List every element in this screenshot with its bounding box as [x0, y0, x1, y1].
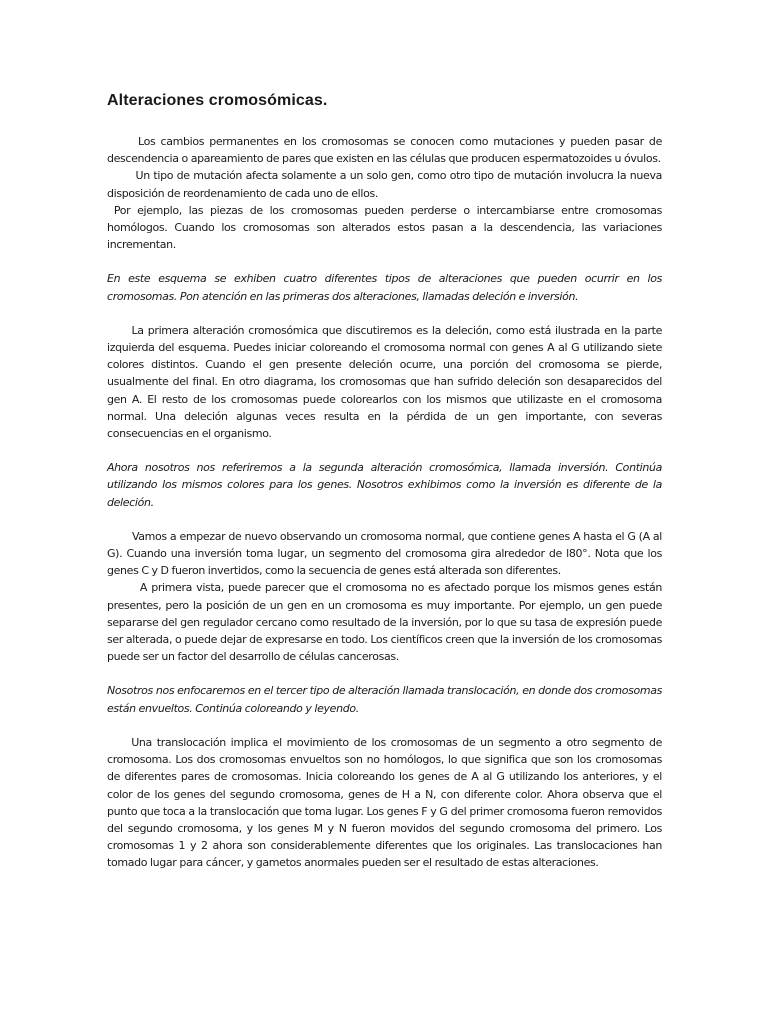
- paragraph-intro-1: Los cambios permanentes en los cromosomas se conocen como mutaciones y pueden pasar de descendencia o apareamiento de pares que existen en las células que producen espermatozoides u óvulos.: [107, 135, 665, 166]
- paragraph-inversion-note: Ahora nosotros nos referiremos a la segunda alteración cromosómica, llamada inversión. Continúa utilizando los mismos colores para los genes. Nosotros exhibimos como la inversión es diferente de la deleción.: [107, 461, 662, 509]
- paragraph-inversion-2: A primera vista, puede parecer que el cromosoma no es afectado porque los mismos genes están presentes, pero la posición de un gen en un cromosoma es muy importante. Por ejemplo, un gen puede separarse del gen regulador cercano como resultado de la inversión, por lo que su tasa de expresión puede ser alterada, o puede dejar de expresarse en todo. Los científicos creen que la inversión de los cromosomas puede ser un factor del desarrollo de células cancerosas.: [107, 581, 665, 664]
- paragraph-deletion: La primera alteración cromosómica que discutiremos es la deleción, como está ilustrada en la parte izquierda del esquema. Puedes iniciar coloreando el cromosoma normal con genes A al G utilizando siete colores distintos. Cuando el gen presente deleción ocurre, una porción del cromosoma se pierde, usualmente del final. En otro diagrama, los cromosomas que han sufrido deleción son desaparecidos del gen A. El resto de los cromosomas puede colorearlos con los mismos que utilizaste en el cromosoma normal. Una deleción algunas veces resulta en la pérdida de un gen importante, con severas consecuencias en el organismo.: [107, 323, 665, 441]
- spacer: [107, 253, 662, 270]
- spacer: [107, 442, 662, 459]
- document-title: Alteraciones cromosómicas.: [107, 92, 328, 109]
- document-page: [107, 90, 665, 872]
- spacer: [107, 305, 662, 322]
- spacer: [107, 665, 662, 682]
- spacer: [107, 511, 662, 528]
- paragraph-intro-3: Por ejemplo, las piezas de los cromosomas pueden perderse o intercambiarse entre cromosomas homólogos. Cuando los cromosomas son alterados estos pasan a la descendencia, las variaciones incrementan.: [107, 203, 665, 252]
- paragraph-translocation-note: Nosotros nos enfocaremos en el tercer tipo de alteración llamada translocación, en donde dos cromosomas están envueltos. Continúa coloreando y leyendo.: [107, 684, 662, 715]
- paragraph-inversion-1: Vamos a empezar de nuevo observando un cromosoma normal, que contiene genes A hasta el G (A al G). Cuando una inversión toma lugar, un segmento del cromosoma gira alrededor de l80°. Nota que los genes C y D fueron invertidos, como la secuencia de genes está alterada son diferentes.: [107, 529, 665, 578]
- paragraph-intro-2: Un tipo de mutación afecta solamente a un solo gen, como otro tipo de mutación involucra la nueva disposición de reordenamiento de cada uno de ellos.: [107, 169, 665, 200]
- spacer: [107, 717, 662, 734]
- paragraph-translocation: Una translocación implica el movimiento de los cromosomas de un segmento a otro segmento de cromosoma. Los dos cromosomas envueltos son no homólogos, lo que significa que son los cromosomas de diferentes pares de cromosomas. Inicia coloreando los genes de A al G utilizando los anteriores, y el color de los genes del segundo cromosoma, genes de H a N, con diferente color. Ahora observa que el punto que toca a la translocación que toma lugar. Los genes F y G del primer cromosoma fueron removidos del segundo cromosoma, y los genes M y N fueron movidos del segundo cromosoma del primero. Los cromosomas 1 y 2 ahora son considerablemente diferentes que los originales. Las translocaciones han tomado lugar para cáncer, y gametos anormales pueden ser el resultado de estas alteraciones.: [107, 735, 665, 870]
- paragraph-schema-note: En este esquema se exhiben cuatro diferentes tipos de alteraciones que pueden ocurrir en los cromosomas. Pon atención en las primeras dos alteraciones, llamadas deleción e inversión.: [107, 272, 662, 303]
